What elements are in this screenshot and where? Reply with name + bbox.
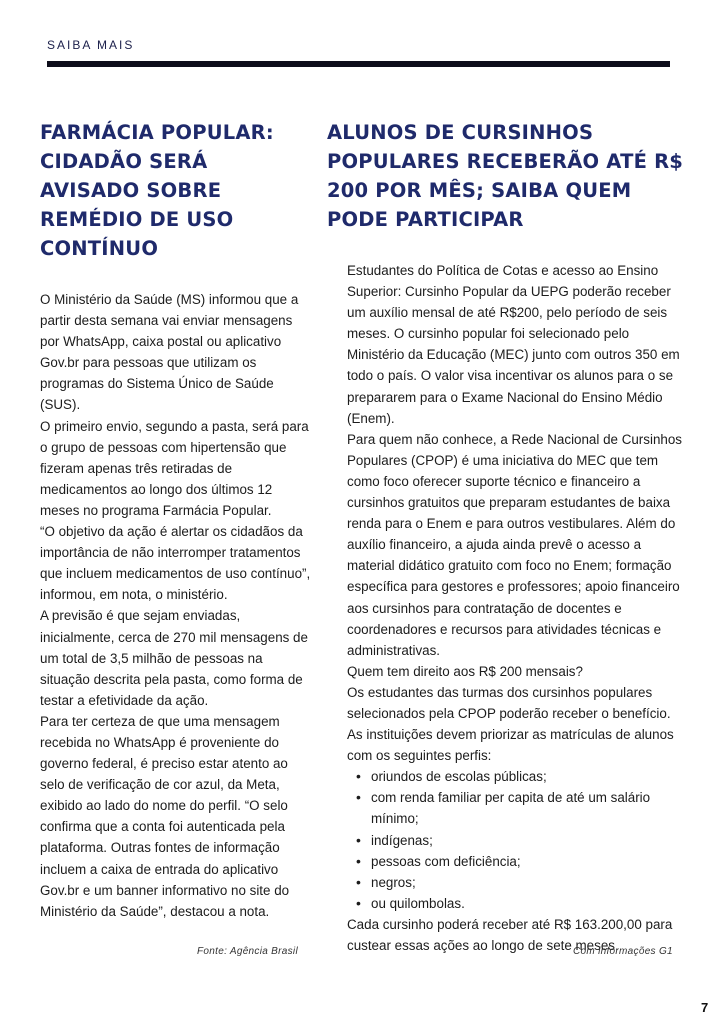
list-item: • ou quilombolas.: [371, 893, 687, 914]
right-paragraph: As instituições devem priorizar as matrículas de alunos com os seguintes perfis:: [347, 727, 674, 764]
left-article-body: [40, 289, 312, 922]
list-item: • negros;: [371, 872, 687, 893]
right-paragraph: Estudantes do Política de Cotas e acesso ao Ensino Superior: Cursinho Popular da UEPG poderão receber um auxílio mensal de até R$200, pelo período de seis meses. O cursinho popular foi selecionado pelo Ministério da Educação (MEC) junto com outros 350 em todo o país. O valor visa incentivar os alunos para o se prepararem para o Exame Nacional do Ensino Médio (Enem).: [347, 263, 680, 426]
page-number: 7: [701, 1000, 709, 1015]
left-paragraph: O Ministério da Saúde (MS) informou que a partir desta semana vai enviar mensagens por WhatsApp, caixa postal ou aplicativo Gov.br para pessoas que utilizam os programas do Sistema Único de Saúde (SUS).: [40, 292, 299, 413]
right-article-body: [327, 260, 687, 956]
section-label: SAIBA MAIS: [47, 38, 135, 52]
list-item: • oriundos de escolas públicas;: [371, 766, 687, 787]
right-paragraph: Para quem não conhece, a Rede Nacional de Cursinhos Populares (CPOP) é uma iniciativa do MEC que tem como foco oferecer suporte técnico e financeiro a cursinhos gratuitos que preparam estudantes de baixa renda para o Enem e para outros vestibulares. Além do auxílio financeiro, a ajuda ainda prevê o acesso a material didático gratuito com foco no Enem; formação específica para gestores e professores; apoio financeiro aos cursinhos para contratação de docentes e coordenadores e recursos para atividades técnicas e administrativas.: [347, 431, 682, 658]
right-subheading: Quem tem direito aos R$ 200 mensais?: [347, 663, 583, 679]
left-paragraph: Para ter certeza de que uma mensagem recebida no WhatsApp é proveniente do governo federal, é preciso estar atento ao selo de verificação de cor azul, da Meta, exibido ao lado do nome do perfil. “O selo confirma que a conta foi autenticada pela plataforma. Outras fontes de informação incluem a caixa de entrada do aplicativo Gov.br e um banner informativo no site do Ministério da Saúde”, destacou a nota.: [40, 713, 290, 919]
left-source-credit: Fonte: Agência Brasil: [197, 946, 298, 957]
list-item: • pessoas com deficiência;: [371, 851, 687, 872]
list-item: • com renda familiar per capita de até um salário mínimo;: [371, 787, 687, 829]
right-paragraph: Os estudantes das turmas dos cursinhos populares selecionados pela CPOP poderão receber o benefício.: [347, 684, 671, 721]
list-item: • indígenas;: [371, 830, 687, 851]
left-paragraph: “O objetivo da ação é alertar os cidadãos da importância de não interromper tratamentos que incluem medicamentos de uso contínuo”, informou, em nota, o ministério.: [40, 524, 311, 603]
right-article-headline: ALUNOS DE CURSINHOS POPULARES RECEBERÃO ATÉ R$ 200 POR MÊS; SAIBA QUEM PODE PARTICIPAR: [327, 121, 684, 231]
eligibility-list: [347, 766, 687, 914]
left-article: [40, 118, 312, 922]
right-article: [327, 118, 687, 956]
left-paragraph: A previsão é que sejam enviadas, inicialmente, cerca de 270 mil mensagens de um total de 3,5 milhão de pessoas na situação descrita pela pasta, como forma de testar a efetividade da ação.: [40, 608, 308, 708]
left-paragraph: O primeiro envio, segundo a pasta, será para o grupo de pessoas com hipertensão que fizeram apenas três retiradas de medicamentos ao longo dos últimos 12 meses no programa Farmácia Popular.: [40, 418, 309, 518]
right-paragraph: Cada cursinho poderá receber até R$ 163.200,00 para custear essas ações ao longo de sete meses.: [347, 916, 673, 953]
header-divider: [47, 61, 670, 67]
right-source-credit: Com informações G1: [573, 946, 673, 957]
left-article-headline: FARMÁCIA POPULAR: CIDADÃO SERÁ AVISADO SOBRE REMÉDIO DE USO CONTÍNUO: [40, 121, 274, 260]
